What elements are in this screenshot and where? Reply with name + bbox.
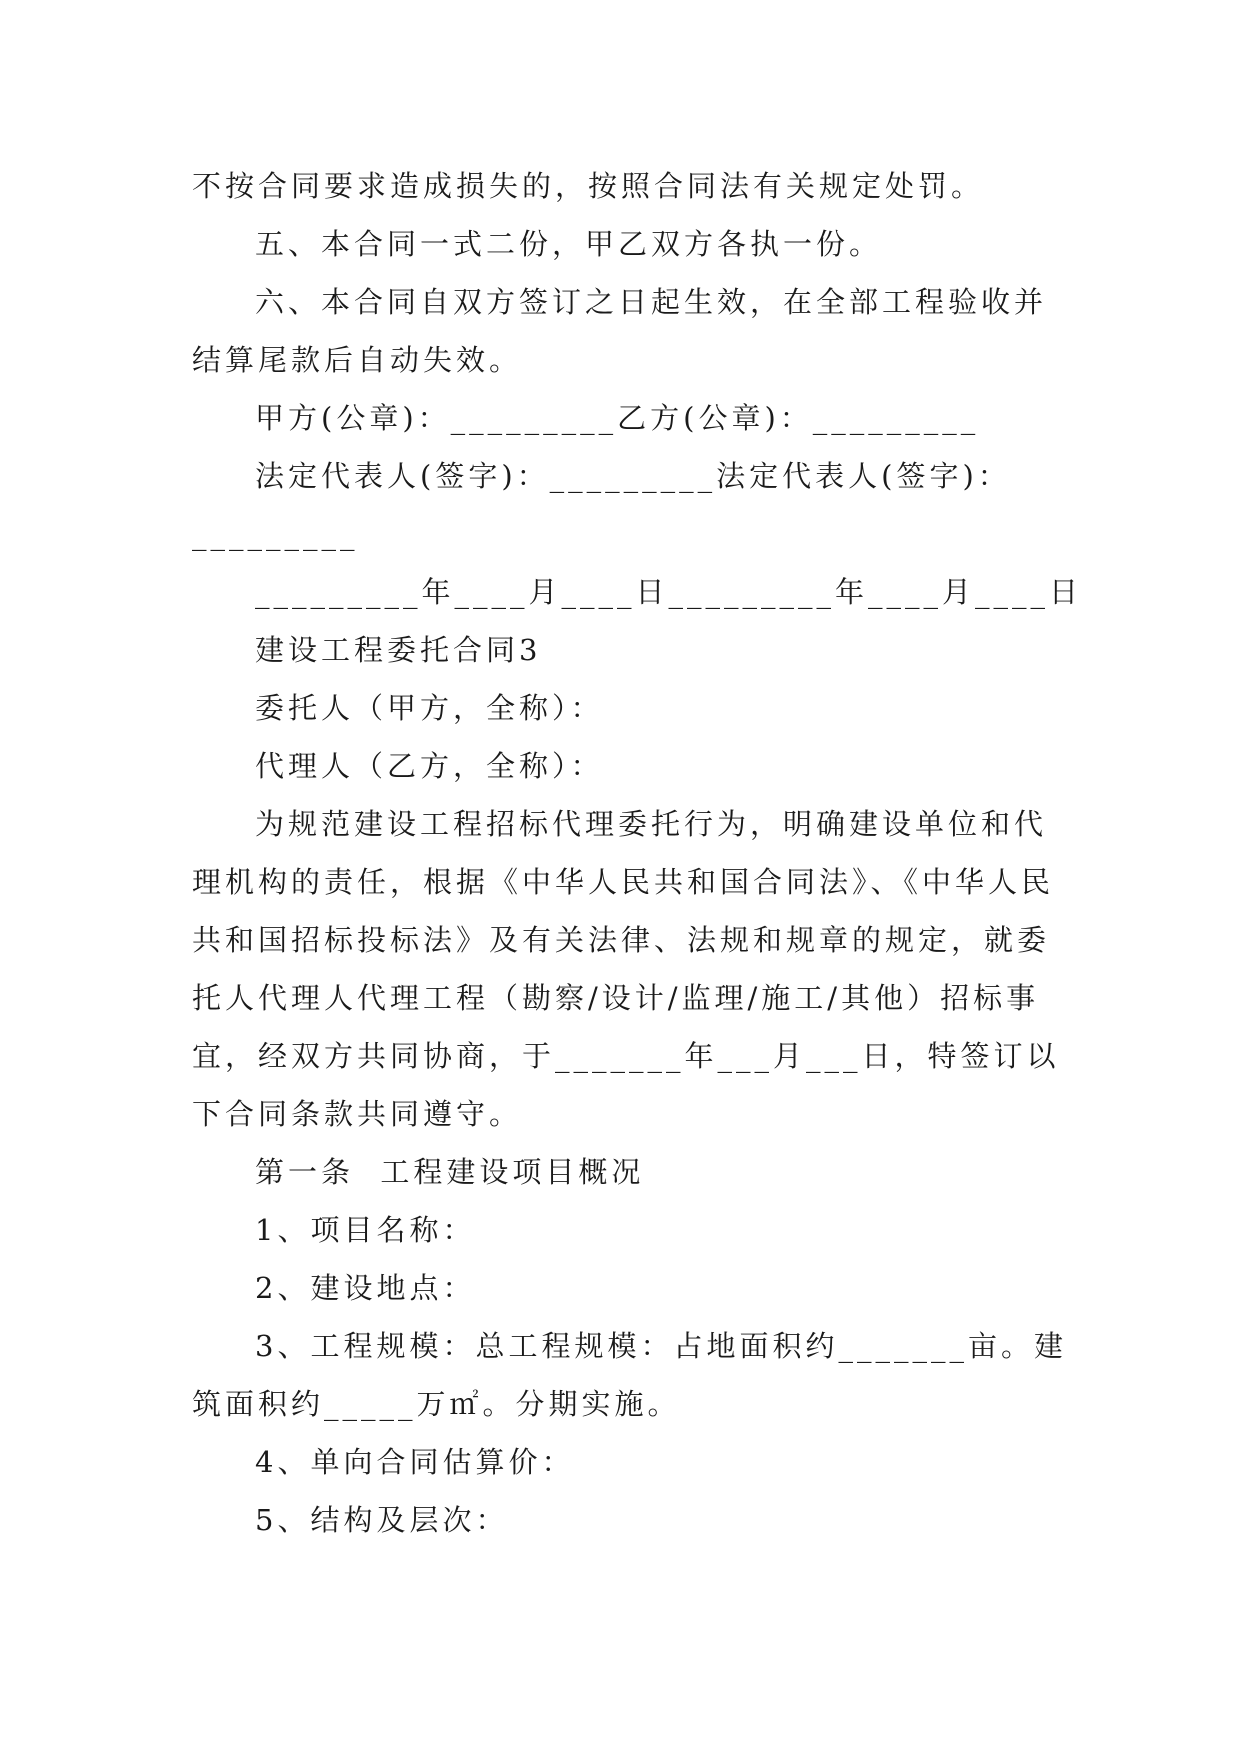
section-title: 建设工程委托合同3	[255, 633, 542, 667]
paragraph-line: 不按合同要求造成损失的，按照合同法有关规定处罚。	[192, 169, 985, 203]
party-b-line: 代理人（乙方，全称）：	[255, 749, 604, 783]
paragraph-line: 五、本合同一式二份，甲乙双方各执一份。	[255, 227, 883, 261]
paragraph-line: 筑面积约_____万㎡。分期实施。	[192, 1387, 681, 1421]
paragraph-line: 宜，经双方共同协商，于_______年___月___日，特签订以	[192, 1039, 1060, 1073]
list-item: 5、结构及层次：	[255, 1503, 509, 1537]
signature-line-representative: 法定代表人(签字)：_________法定代表人(签字)：	[255, 459, 1011, 493]
list-item: 3、工程规模：总工程规模：占地面积约_______亩。建	[255, 1329, 1067, 1363]
signature-line-seal: 甲方(公章)：_________乙方(公章)：_________	[255, 401, 980, 435]
paragraph-line: 为规范建设工程招标代理委托行为，明确建设单位和代	[255, 807, 1048, 841]
paragraph-line: 下合同条款共同遵守。	[192, 1097, 523, 1131]
paragraph-line: 结算尾款后自动失效。	[192, 343, 523, 377]
list-item: 4、单向合同估算价：	[255, 1445, 575, 1479]
list-item: 2、建设地点：	[255, 1271, 476, 1305]
article-heading: 第一条 工程建设项目概况	[255, 1155, 645, 1189]
paragraph-line: 六、本合同自双方签订之日起生效，在全部工程验收并	[255, 285, 1048, 319]
paragraph-line: 理机构的责任，根据《中华人民共和国合同法》、《中华人民	[192, 865, 1055, 899]
list-item: 1、项目名称：	[255, 1213, 476, 1247]
paragraph-line: 托人代理人代理工程（勘察/设计/监理/施工/其他）招标事	[192, 981, 1040, 1015]
signature-blank: _________	[192, 517, 359, 551]
paragraph-line: 共和国招标投标法》及有关法律、法规和规章的规定，就委	[192, 923, 1051, 957]
party-a-line: 委托人（甲方，全称）：	[255, 691, 604, 725]
date-line: _________年____月____日_________年____月____日	[255, 575, 1083, 609]
